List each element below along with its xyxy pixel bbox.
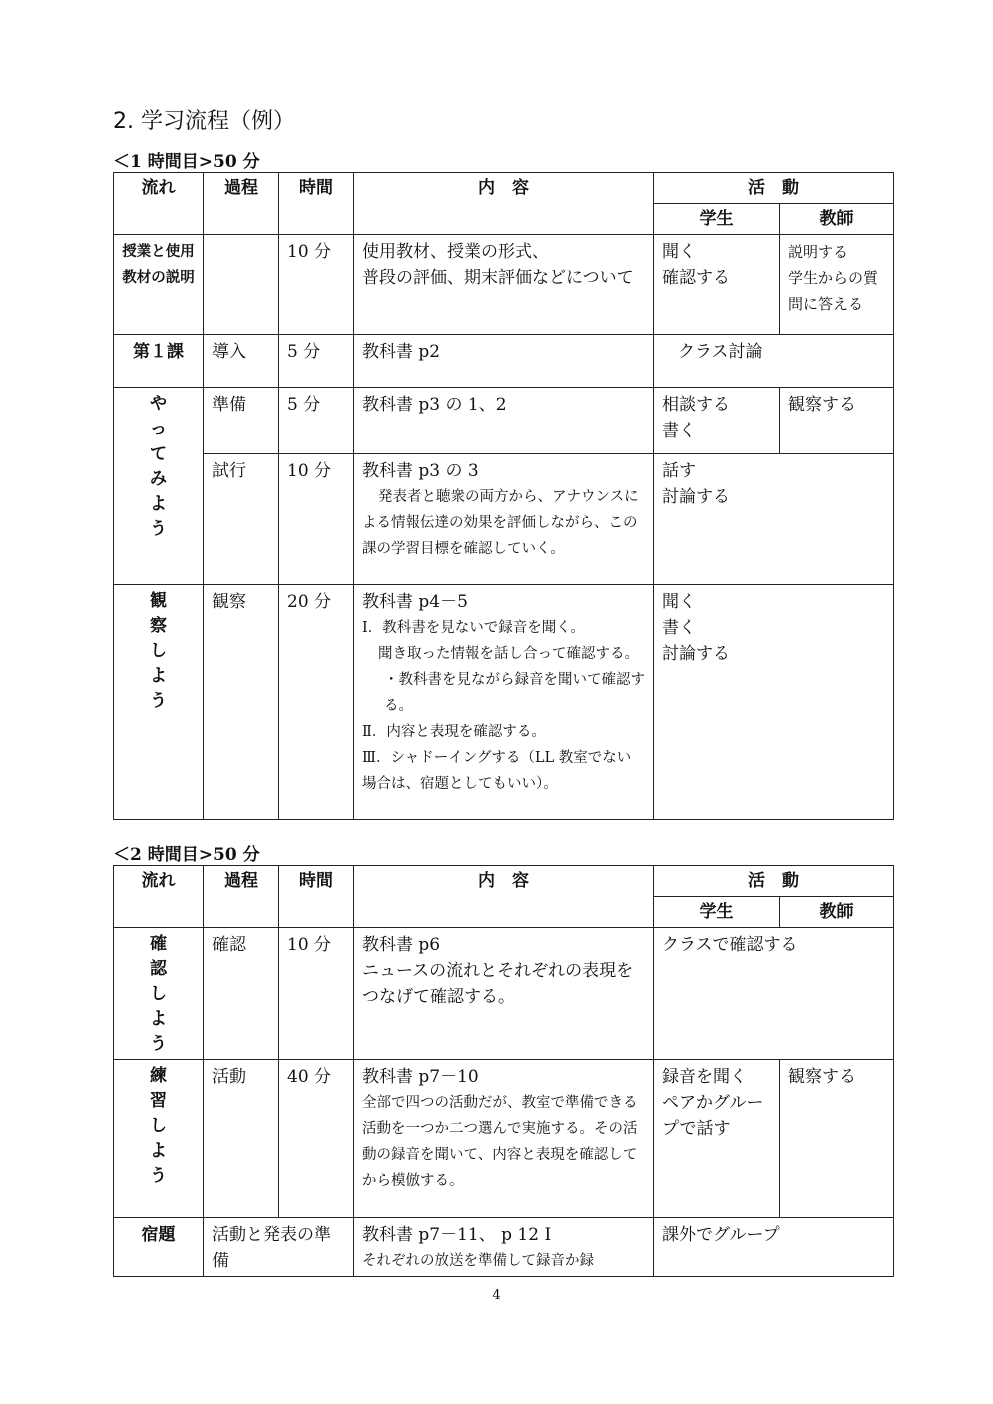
teacher-cell: 観察する	[780, 1060, 894, 1218]
header-activity: 活 動	[654, 173, 894, 204]
content-line: 発表者と聴衆の両方から、アナウンスによる情報伝達の効果を評価しながら、この課の学習目標を確認していく。	[362, 489, 639, 557]
teacher-line: 説明する	[788, 243, 849, 261]
session-2-label: ＜2 時間目>50 分	[113, 845, 260, 865]
time-cell: 10 分	[279, 454, 354, 585]
header-student: 学生	[654, 204, 780, 235]
content-cell	[354, 1060, 654, 1218]
content-line: 使用教材、授業の形式、	[362, 242, 549, 262]
header-flow: 流れ	[114, 866, 204, 928]
table-row	[114, 1218, 894, 1277]
process-cell: 準備	[204, 388, 279, 454]
table-row	[114, 1060, 894, 1218]
content-line: 全部で四つの活動だが、教室で準備できる活動を一つか二つ選んで実施する。その活動の録音を聞いて、内容と表現を確認してから模倣する。	[362, 1095, 638, 1189]
time-cell: 40 分	[279, 1060, 354, 1218]
section-title: 2. 学习流程（例）	[113, 109, 295, 134]
flow-cell	[114, 1060, 204, 1218]
flow-cell: 授業と使用教材の説明	[114, 235, 204, 335]
content-line: 教科書 p4－5	[362, 592, 468, 612]
time-cell: 5 分	[279, 388, 354, 454]
content-cell	[354, 454, 654, 585]
time-cell: 10 分	[279, 928, 354, 1060]
content-line: ・教科書を見ながら録音を聞いて確認する。	[384, 672, 645, 714]
flow-vertical-text: やってみよう	[150, 394, 167, 539]
content-cell: 教科書 p2	[354, 335, 654, 388]
time-cell: 10 分	[279, 235, 354, 335]
process-cell: 観察	[204, 585, 279, 820]
flow-cell: 第１課	[114, 335, 204, 388]
process-cell: 試行	[204, 454, 279, 585]
activity-merged-cell: クラスで確認する	[654, 928, 894, 1060]
header-content: 内 容	[354, 866, 654, 928]
flow-cell	[114, 585, 204, 820]
student-line: 聞く	[662, 242, 696, 262]
table-row	[114, 454, 894, 585]
flow-vertical-text: 観察しよう	[150, 591, 167, 711]
header-content: 内 容	[354, 173, 654, 235]
content-line: 普段の評価、期末評価などについて	[362, 268, 634, 288]
content-line: Ⅲ．シャドーイングする（LL 教室でない場合は、宿題としてもいい）。	[362, 750, 632, 792]
student-cell	[654, 388, 780, 454]
table-row	[114, 585, 894, 820]
process-cell	[204, 235, 279, 335]
content-cell	[354, 585, 654, 820]
table-row	[114, 235, 894, 335]
session-1-label: ＜1 時間目>50 分	[113, 152, 260, 172]
student-cell	[654, 235, 780, 335]
header-time: 時間	[279, 866, 354, 928]
student-line: 相談する	[662, 395, 730, 415]
content-line: それぞれの放送を準備して録音か録	[362, 1253, 594, 1269]
flow-cell	[114, 928, 204, 1060]
student-line: 録音を聞く	[662, 1067, 747, 1087]
time-cell: 20 分	[279, 585, 354, 820]
teacher-cell: 観察する	[780, 388, 894, 454]
header-flow: 流れ	[114, 173, 204, 235]
student-line: 討論する	[662, 487, 730, 507]
content-line: Ⅰ．教科書を見ないで録音を聞く。	[362, 620, 585, 636]
header-row	[114, 866, 894, 897]
table-row	[114, 388, 894, 454]
activity-merged-cell: 課外でグループ	[654, 1218, 894, 1277]
time-cell: 5 分	[279, 335, 354, 388]
content-cell	[354, 235, 654, 335]
header-teacher: 教師	[780, 897, 894, 928]
session-2-table	[113, 865, 894, 1277]
content-line: 聞き取った情報を話し合って確認する。	[378, 646, 639, 662]
activity-merged-cell: クラス討論	[654, 335, 894, 388]
flow-vertical-text: 確認しよう	[150, 934, 167, 1054]
header-time: 時間	[279, 173, 354, 235]
teacher-cell	[780, 235, 894, 335]
header-row	[114, 173, 894, 204]
process-cell: 活動	[204, 1060, 279, 1218]
content-line: 教科書 p7－11、 p 12 Ⅰ	[362, 1225, 552, 1245]
content-line: 教科書 p6	[362, 935, 441, 955]
flow-vertical-text: 練習しよう	[150, 1066, 167, 1186]
student-line: 聞く	[662, 592, 696, 612]
content-cell	[354, 1218, 654, 1277]
activity-cell	[654, 454, 894, 585]
content-line: 教科書 p7－10	[362, 1067, 479, 1087]
page-number: 4	[492, 1288, 501, 1303]
process-cell: 確認	[204, 928, 279, 1060]
table-row	[114, 928, 894, 1060]
session-1-table	[113, 172, 894, 820]
student-line: 確認する	[662, 268, 730, 288]
student-line: 書く	[662, 618, 696, 638]
student-line: 討論する	[662, 644, 730, 664]
student-line: 話す	[662, 461, 696, 481]
content-line: ニュースの流れとそれぞれの表現をつなげて確認する。	[362, 961, 634, 1007]
header-activity: 活 動	[654, 866, 894, 897]
header-process: 過程	[204, 866, 279, 928]
content-line: 教科書 p3 の 3	[362, 461, 479, 481]
content-cell: 教科書 p3 の 1、2	[354, 388, 654, 454]
header-teacher: 教師	[780, 204, 894, 235]
table-row	[114, 335, 894, 388]
student-line: 書く	[662, 421, 696, 441]
flow-cell: 宿題	[114, 1218, 204, 1277]
content-cell	[354, 928, 654, 1060]
header-process: 過程	[204, 173, 279, 235]
teacher-line: 学生からの質問に答える	[788, 269, 879, 313]
content-line: Ⅱ．内容と表現を確認する。	[362, 724, 546, 740]
header-student: 学生	[654, 897, 780, 928]
process-cell: 導入	[204, 335, 279, 388]
activity-cell	[654, 585, 894, 820]
student-line: ペアかグループで話す	[662, 1093, 764, 1139]
student-cell	[654, 1060, 780, 1218]
flow-cell	[114, 388, 204, 585]
process-cell: 活動と発表の準備	[204, 1218, 354, 1277]
